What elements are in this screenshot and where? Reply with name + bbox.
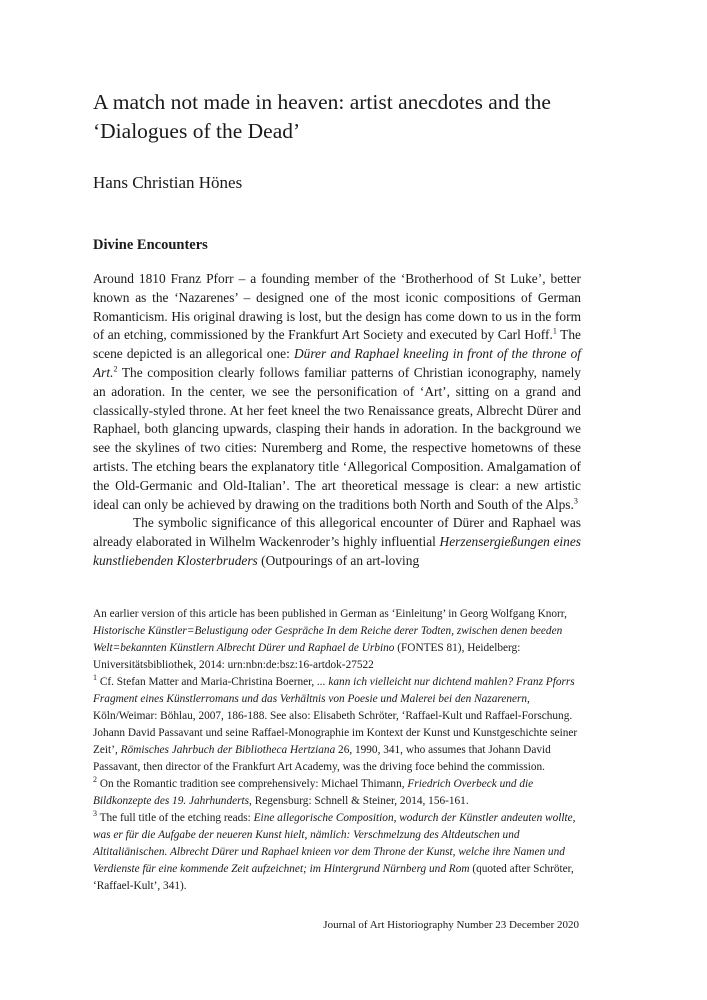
text-run: The symbolic significance of this allegorical encounter of Dürer and Raphael was already elaborated in Wilhelm Wackenroder’s highly influential (93, 515, 581, 550)
footnote-ref[interactable]: 3 (573, 496, 578, 506)
footnote-ref[interactable]: 1 (552, 326, 557, 336)
paragraph (93, 514, 581, 570)
artwork-title: Dürer and Raphael kneeling in front of the throne of Art. (93, 346, 581, 380)
body-text (93, 270, 581, 571)
footnote-3: $^3$ The full title of the etching reads: Eine allegorische Composition, wodurch der Künstler andeuten wollte, was er für die Aufgabe der neueren Kunst hielt, nämlich: Verschmelzung des Altdeutschen und Altitaliänischen. Albrecht Dürer und Raphael knieen vor dem Throne der Kunst, welche ihre Namen und Verdienste für eine kommende Zeit aufzeichnet; im Hintergrund Nürnberg und Rom (quoted after Schröter, ‘Raffael-Kult’, 341). (93, 809, 576, 892)
section-heading: Divine Encounters (93, 237, 208, 253)
footnote-ref[interactable]: 2 (113, 364, 118, 374)
footnote-intro: An earlier version of this article has been published in German as ‘Einleitung’ in Georg Wolfgang Knorr, Historische Künstler=Belustigung oder Gespräche In dem Reiche derer Todten, zwischen denen beeden Welt=bekannten Künstlern Albrecht Dürer und Raphael de Urbino (FONTES 81), Heidelberg: Universitätsbibliothek, 2014: urn:nbn:de:bsz:16-artdok-27522 (93, 608, 567, 671)
text-run: (Outpourings of an art-loving (257, 552, 420, 568)
text-run: The scene depicted is an allegorical one: (93, 327, 581, 362)
footnote-1: $^1$ Cf. Stefan Matter and Maria-Christina Boerner, ... kann ich vielleicht nur dichtend mahlen? Franz Pforrs Fragment eines Künstlerromans und das Verhältnis von Poesie und Malerei bei den Nazarenern, Köln/Weimar: Böhlau, 2007, 186-188. See also: Elisabeth Schröter, ‘Raffael-Kult und Raffael-Forschung. Johann David Passavant und seine Raffael-Monographie im Kontext der Kunst und Kunstgeschichte seiner Zeit’, Römisches Jahrbuch der Bibliotheca Hertziana 26, 1990, 341, who assumes that Johann David Passavant, then director of the Frankfurt Art Academy, was the driving foce behind the commission. (93, 673, 578, 773)
article-title: A match not made in heaven: artist anecdotes and the ‘Dialogues of the Dead’ (93, 90, 551, 143)
paragraph (93, 270, 581, 514)
footnote-2: $^2$ On the Romantic tradition see comprehensively: Michael Thimann, Friedrich Overbeck und die Bildkonzepte des 19. Jahrhunderts, Regensburg: Schnell & Steiner, 2014, 156-161. (93, 775, 534, 807)
footnote-number: 2 (93, 775, 97, 785)
journal-footer: Journal of Art Historiography Number 23 December 2020 (323, 919, 579, 931)
author-name: Hans Christian Hönes (93, 173, 243, 192)
footnote-number: 1 (93, 673, 97, 683)
footnotes (93, 606, 581, 895)
text-run: The composition clearly follows familiar patterns of Christian iconography, namely an adoration. In the center, we see the personification of ‘Art’, sitting on a grand and classically-styled throne. At her feet kneel the two Renaissance greats, Albrecht Dürer and Raphael, both glancing upwards, clasping their hands in adoration. In the background we see the skylines of two cities: Nuremberg and Rome, the respective hometowns of these artists. The etching bears the explanatory title ‘Allegorical Composition. Amalgamation of the Old-Germanic and Old-Italian’. The art theoretical message is clear: a new artistic ideal can only be achieved by drawing on the traditions both North and South of the Alps. (93, 364, 581, 512)
book-title: Herzensergießungen eines kunstliebenden Klosterbruders (93, 534, 581, 568)
footnote-number: 3 (93, 809, 97, 819)
text-run: Around 1810 Franz Pforr – a founding member of the ‘Brotherhood of St Luke’, better known as the ‘Nazarenes’ – designed one of the most iconic compositions of German Romanticism. His original drawing is lost, but the design has come down to us in the form of an etching, commissioned by the Frankfurt Art Society and executed by Carl Hoff. (93, 271, 581, 343)
